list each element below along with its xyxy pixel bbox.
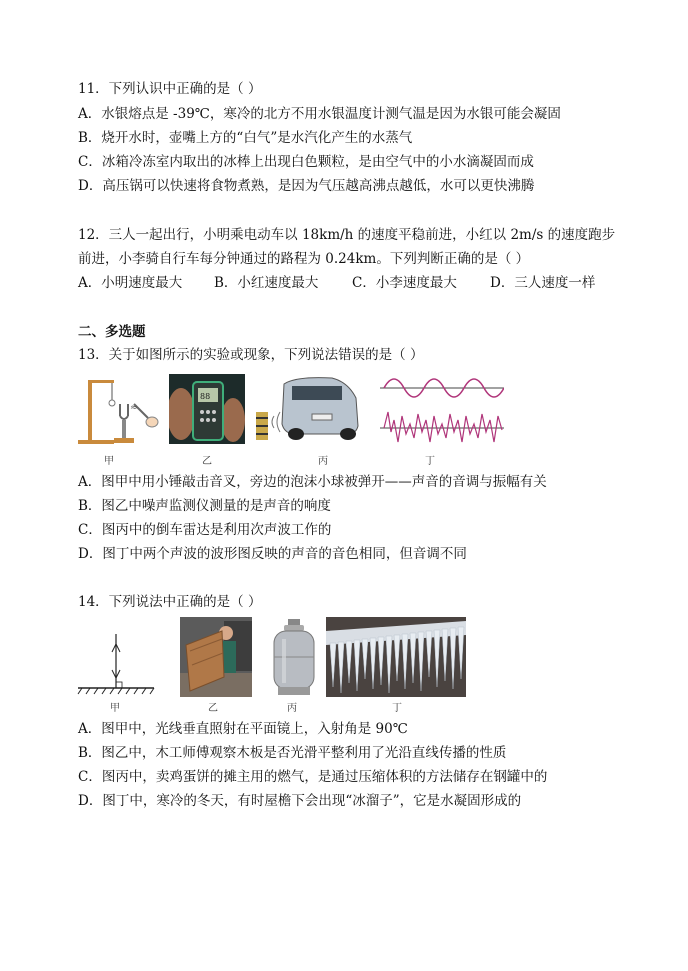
svg-text:88: 88 <box>200 392 211 401</box>
q12-stem-line1: 12．三人一起出行，小明乘电动车以 18km/h 的速度平稳前进，小红以 2m/s 的速度跑步 <box>78 227 616 243</box>
q13-caption-jia: 甲 <box>104 456 114 467</box>
q12-option-d: D．三人速度一样 <box>490 275 596 291</box>
icicles-photo <box>326 617 466 697</box>
q13-option-b: B．图乙中噪声监测仪测量的是声音的响度 <box>78 498 331 514</box>
q14-option-c: C．图丙中，卖鸡蛋饼的摊主用的燃气，是通过压缩体积的方法储存在钢罐中的 <box>78 769 548 785</box>
q14-option-b: B．图乙中，木工师傅观察木板是否光滑平整利用了光沿直线传播的性质 <box>78 745 507 761</box>
tuning-fork-figure <box>76 374 168 446</box>
q13-stem: 13．关于如图所示的实验或现象，下列说法错误的是（ ） <box>78 347 424 363</box>
q14-option-a: A．图甲中，光线垂直照射在平面镜上，入射角是 90℃ <box>78 721 408 737</box>
q13-caption-yi: 乙 <box>202 456 212 467</box>
q14-caption-jia: 甲 <box>110 703 120 714</box>
q12-stem-line2: 前进，小李骑自行车每分钟通过的路程为 0.24km。下列判断正确的是（ ） <box>78 251 530 267</box>
section-title: 二、多选题 <box>78 324 146 340</box>
q14-caption-yi: 乙 <box>208 703 218 714</box>
q13-option-a: A．图甲中用小锤敲击音叉，旁边的泡沫小球被弹开——声音的音调与振幅有关 <box>78 474 547 490</box>
q11-option-c: C．冰箱冷冻室内取出的冰棒上出现白色颗粒，是由空气中的小水滴凝固而成 <box>78 154 534 170</box>
q11-option-b: B．烧开水时，壶嘴上方的“白气”是水汽化产生的水蒸气 <box>78 130 413 146</box>
carpenter-photo <box>180 617 252 697</box>
q11-option-d: D．高压锅可以快速将食物煮熟，是因为气压越高沸点越低，水可以更快沸腾 <box>78 178 535 194</box>
q14-caption-bing: 丙 <box>287 703 297 714</box>
q13-option-d: D．图丁中两个声波的波形图反映的声音的音色相同，但音调不同 <box>78 546 467 562</box>
reversing-radar-figure <box>252 374 362 446</box>
q12-option-b: B．小红速度最大 <box>214 275 319 291</box>
waveform-figure <box>380 368 504 450</box>
q12-option-c: C．小李速度最大 <box>352 275 457 291</box>
q14-caption-ding: 丁 <box>392 703 402 714</box>
q14-option-d: D．图丁中，寒冷的冬天，有时屋檐下会出现“冰溜子”，它是水凝固形成的 <box>78 793 522 809</box>
q11-option-a: A．水银熔点是 -39℃，寒冷的北方不用水银温度计测气温是因为水银可能会凝固 <box>78 106 561 122</box>
mirror-ray-figure <box>76 630 156 696</box>
q13-caption-ding: 丁 <box>425 456 435 467</box>
svg-text:≈: ≈ <box>130 403 138 413</box>
noise-meter-photo <box>169 374 245 444</box>
gas-cylinder-figure <box>270 617 318 697</box>
q12-option-a: A．小明速度最大 <box>78 275 183 291</box>
q14-stem: 14．下列说法中正确的是（ ） <box>78 594 262 610</box>
q11-stem: 11．下列认识中正确的是（ ） <box>78 81 262 97</box>
q13-caption-bing: 丙 <box>318 456 328 467</box>
q13-option-c: C．图丙中的倒车雷达是利用次声波工作的 <box>78 522 332 538</box>
